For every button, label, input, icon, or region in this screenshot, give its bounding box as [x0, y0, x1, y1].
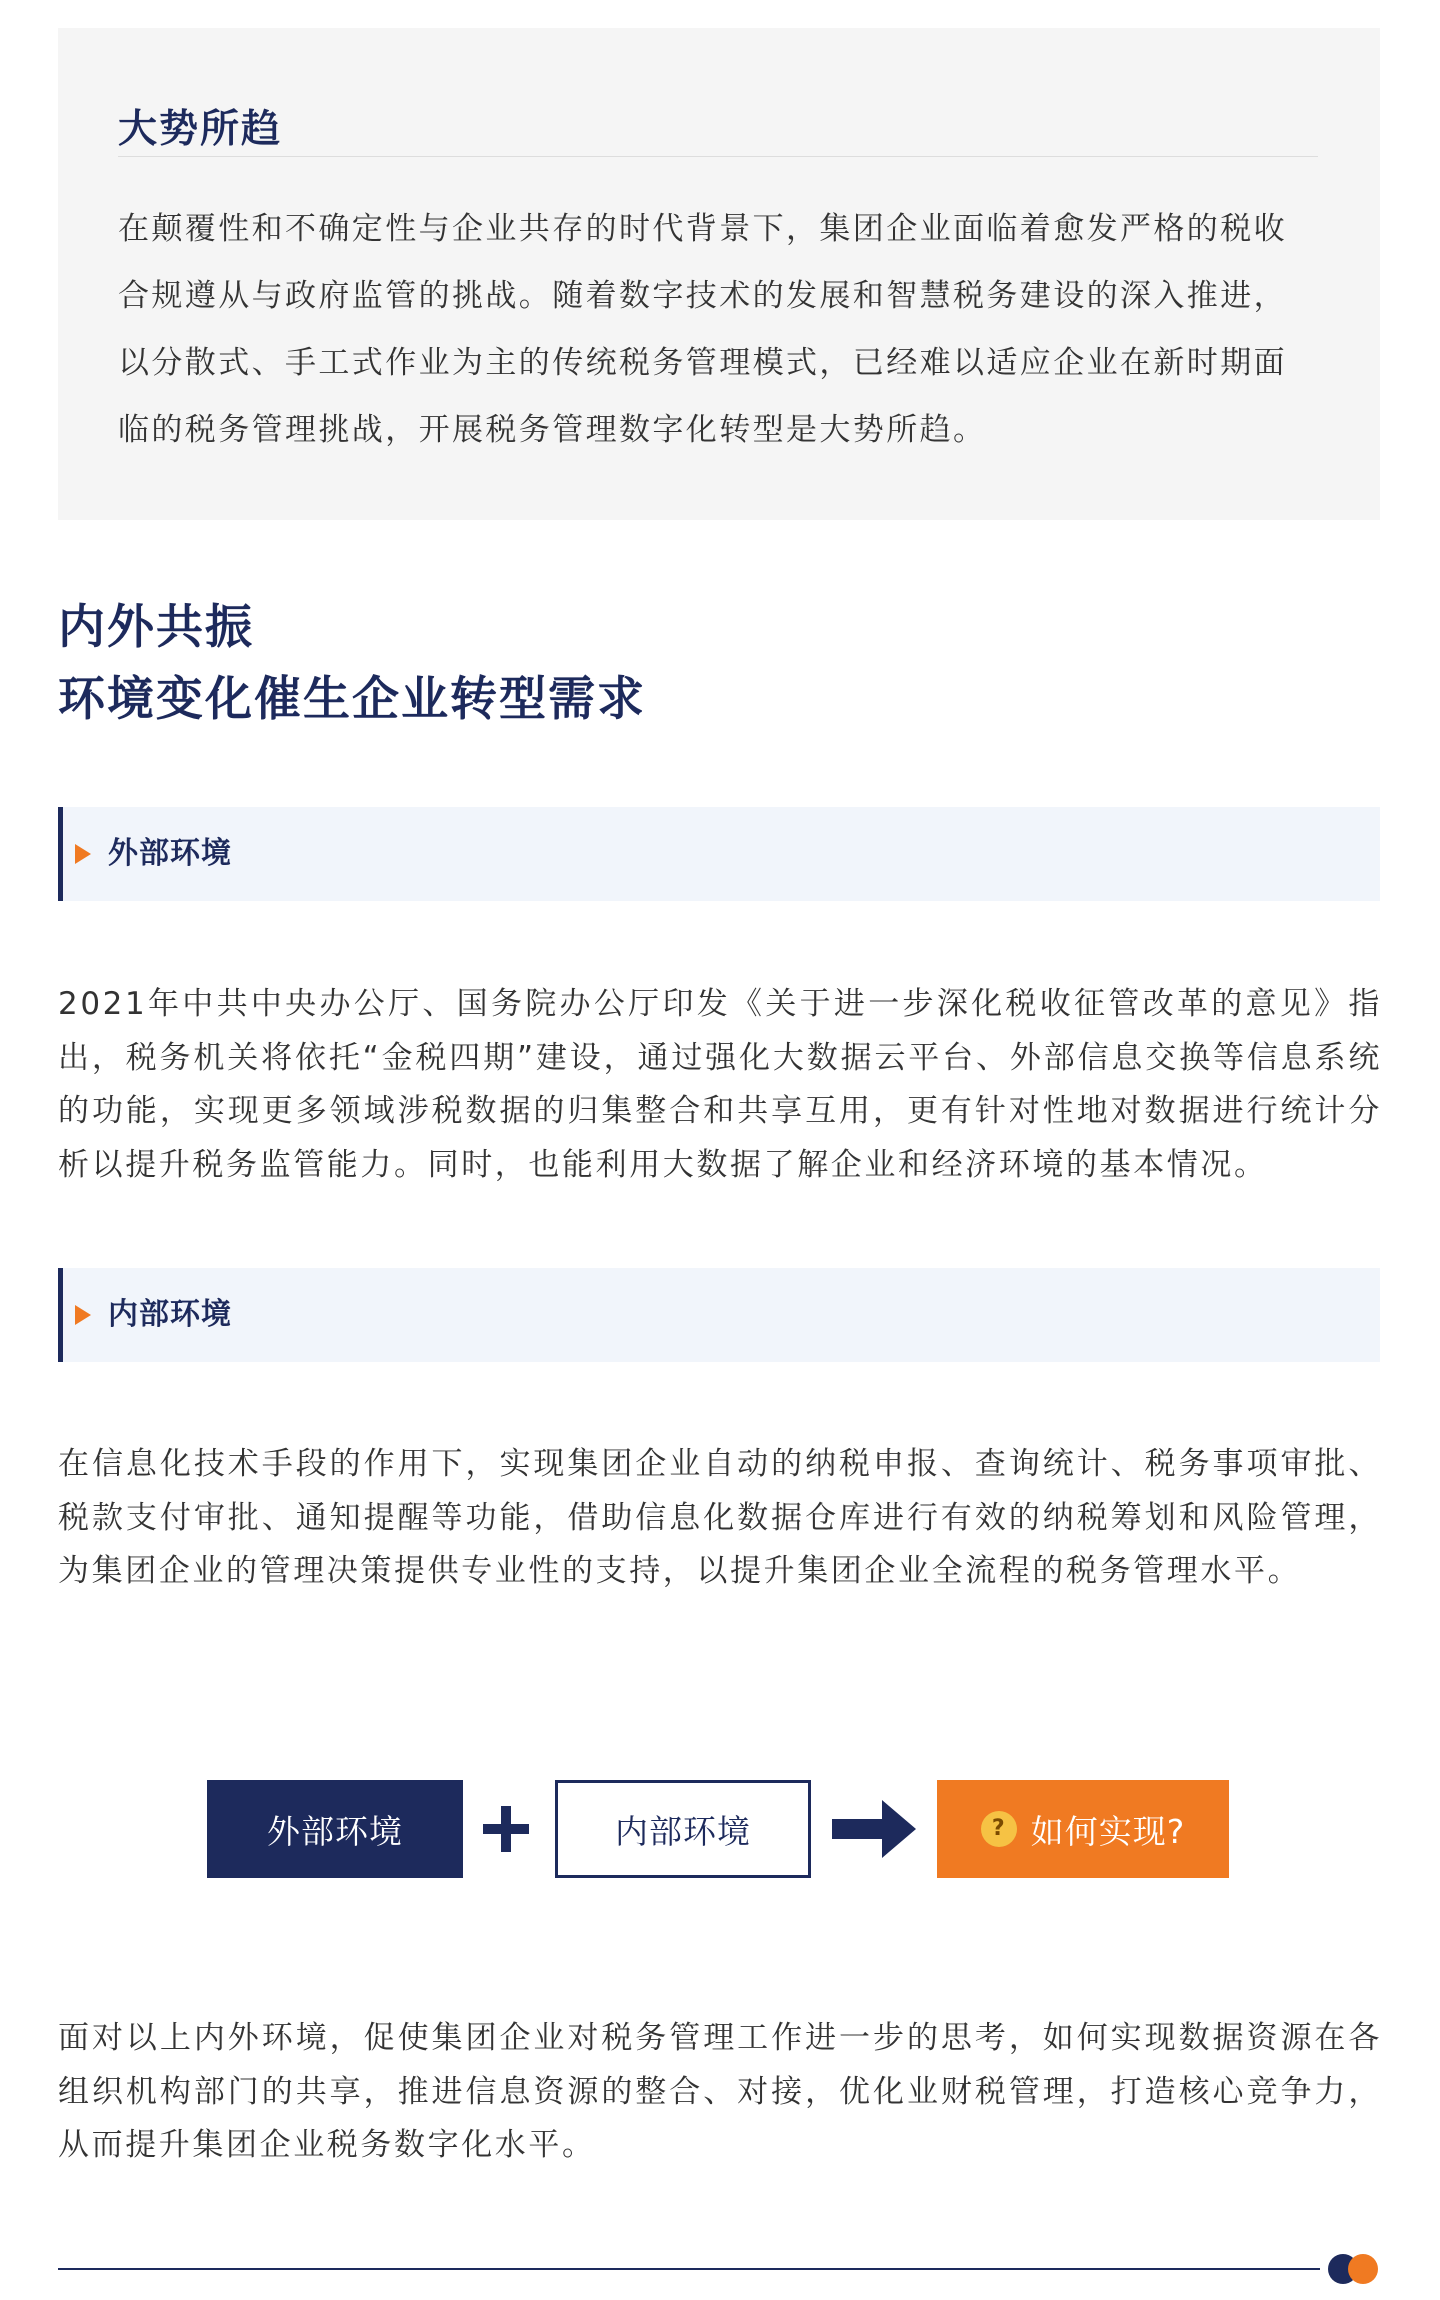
section-headline — [58, 592, 646, 736]
arrow-right-icon — [832, 1800, 916, 1858]
internal-environment-header — [58, 1268, 1380, 1362]
flow-diagram — [0, 1780, 1440, 1880]
intro-card — [58, 28, 1380, 520]
flow-box-external-label: 外部环境 — [267, 1811, 403, 1851]
intro-title: 大势所趋 — [118, 107, 283, 152]
footer-divider — [58, 2268, 1320, 2270]
external-environment-header — [58, 807, 1380, 901]
flow-box-external — [207, 1780, 463, 1878]
triangle-marker-icon — [75, 844, 91, 864]
footer-dot-orange — [1348, 2254, 1378, 2284]
external-environment-paragraph: 2021年中共中央办公厅、国务院办公厅印发《关于进一步深化税收征管改革的意见》指出，税务机关将依托“金税四期”建设，通过强化大数据云平台、外部信息交换等信息系统的功能，实现更多领域涉税数据的归集整合和共享互用，更有针对性地对数据进行统计分析以提升税务监管能力。同时，也能利用大数据了解企业和经济环境的基本情况。 — [58, 986, 1382, 1183]
triangle-marker-icon — [75, 1305, 91, 1325]
flow-box-how — [937, 1780, 1229, 1878]
external-environment-label: 外部环境 — [108, 836, 232, 871]
thinking-face-icon: ? — [981, 1811, 1017, 1847]
headline-line-1: 内外共振 — [58, 600, 254, 655]
flow-box-how-label: 如何实现? — [1030, 1811, 1186, 1851]
plus-icon — [483, 1806, 529, 1852]
internal-environment-paragraph: 在信息化技术手段的作用下，实现集团企业自动的纳税申报、查询统计、税务事项审批、税款支付审批、通知提醒等功能，借助信息化数据仓库进行有效的纳税筹划和风险管理，为集团企业的管理决策提供专业性的支持，以提升集团企业全流程的税务管理水平。 — [58, 1446, 1382, 1589]
internal-environment-label: 内部环境 — [108, 1297, 232, 1332]
intro-divider — [118, 156, 1318, 157]
intro-paragraph: 在颠覆性和不确定性与企业共存的时代背景下，集团企业面临着愈发严格的税收合规遵从与政府监管的挑战。随着数字技术的发展和智慧税务建设的深入推进，以分散式、手工式作业为主的传统税务管理模式，已经难以适应企业在新时期面临的税务管理挑战，开展税务管理数字化转型是大势所趋。 — [118, 211, 1287, 448]
flow-box-internal — [555, 1780, 811, 1878]
conclusion-paragraph: 面对以上内外环境，促使集团企业对税务管理工作进一步的思考，如何实现数据资源在各组织机构部门的共享，推进信息资源的整合、对接，优化业财税管理，打造核心竞争力，从而提升集团企业税务数字化水平。 — [58, 2020, 1382, 2163]
headline-line-2: 环境变化催生企业转型需求 — [58, 672, 646, 727]
flow-box-internal-label: 内部环境 — [615, 1811, 751, 1851]
